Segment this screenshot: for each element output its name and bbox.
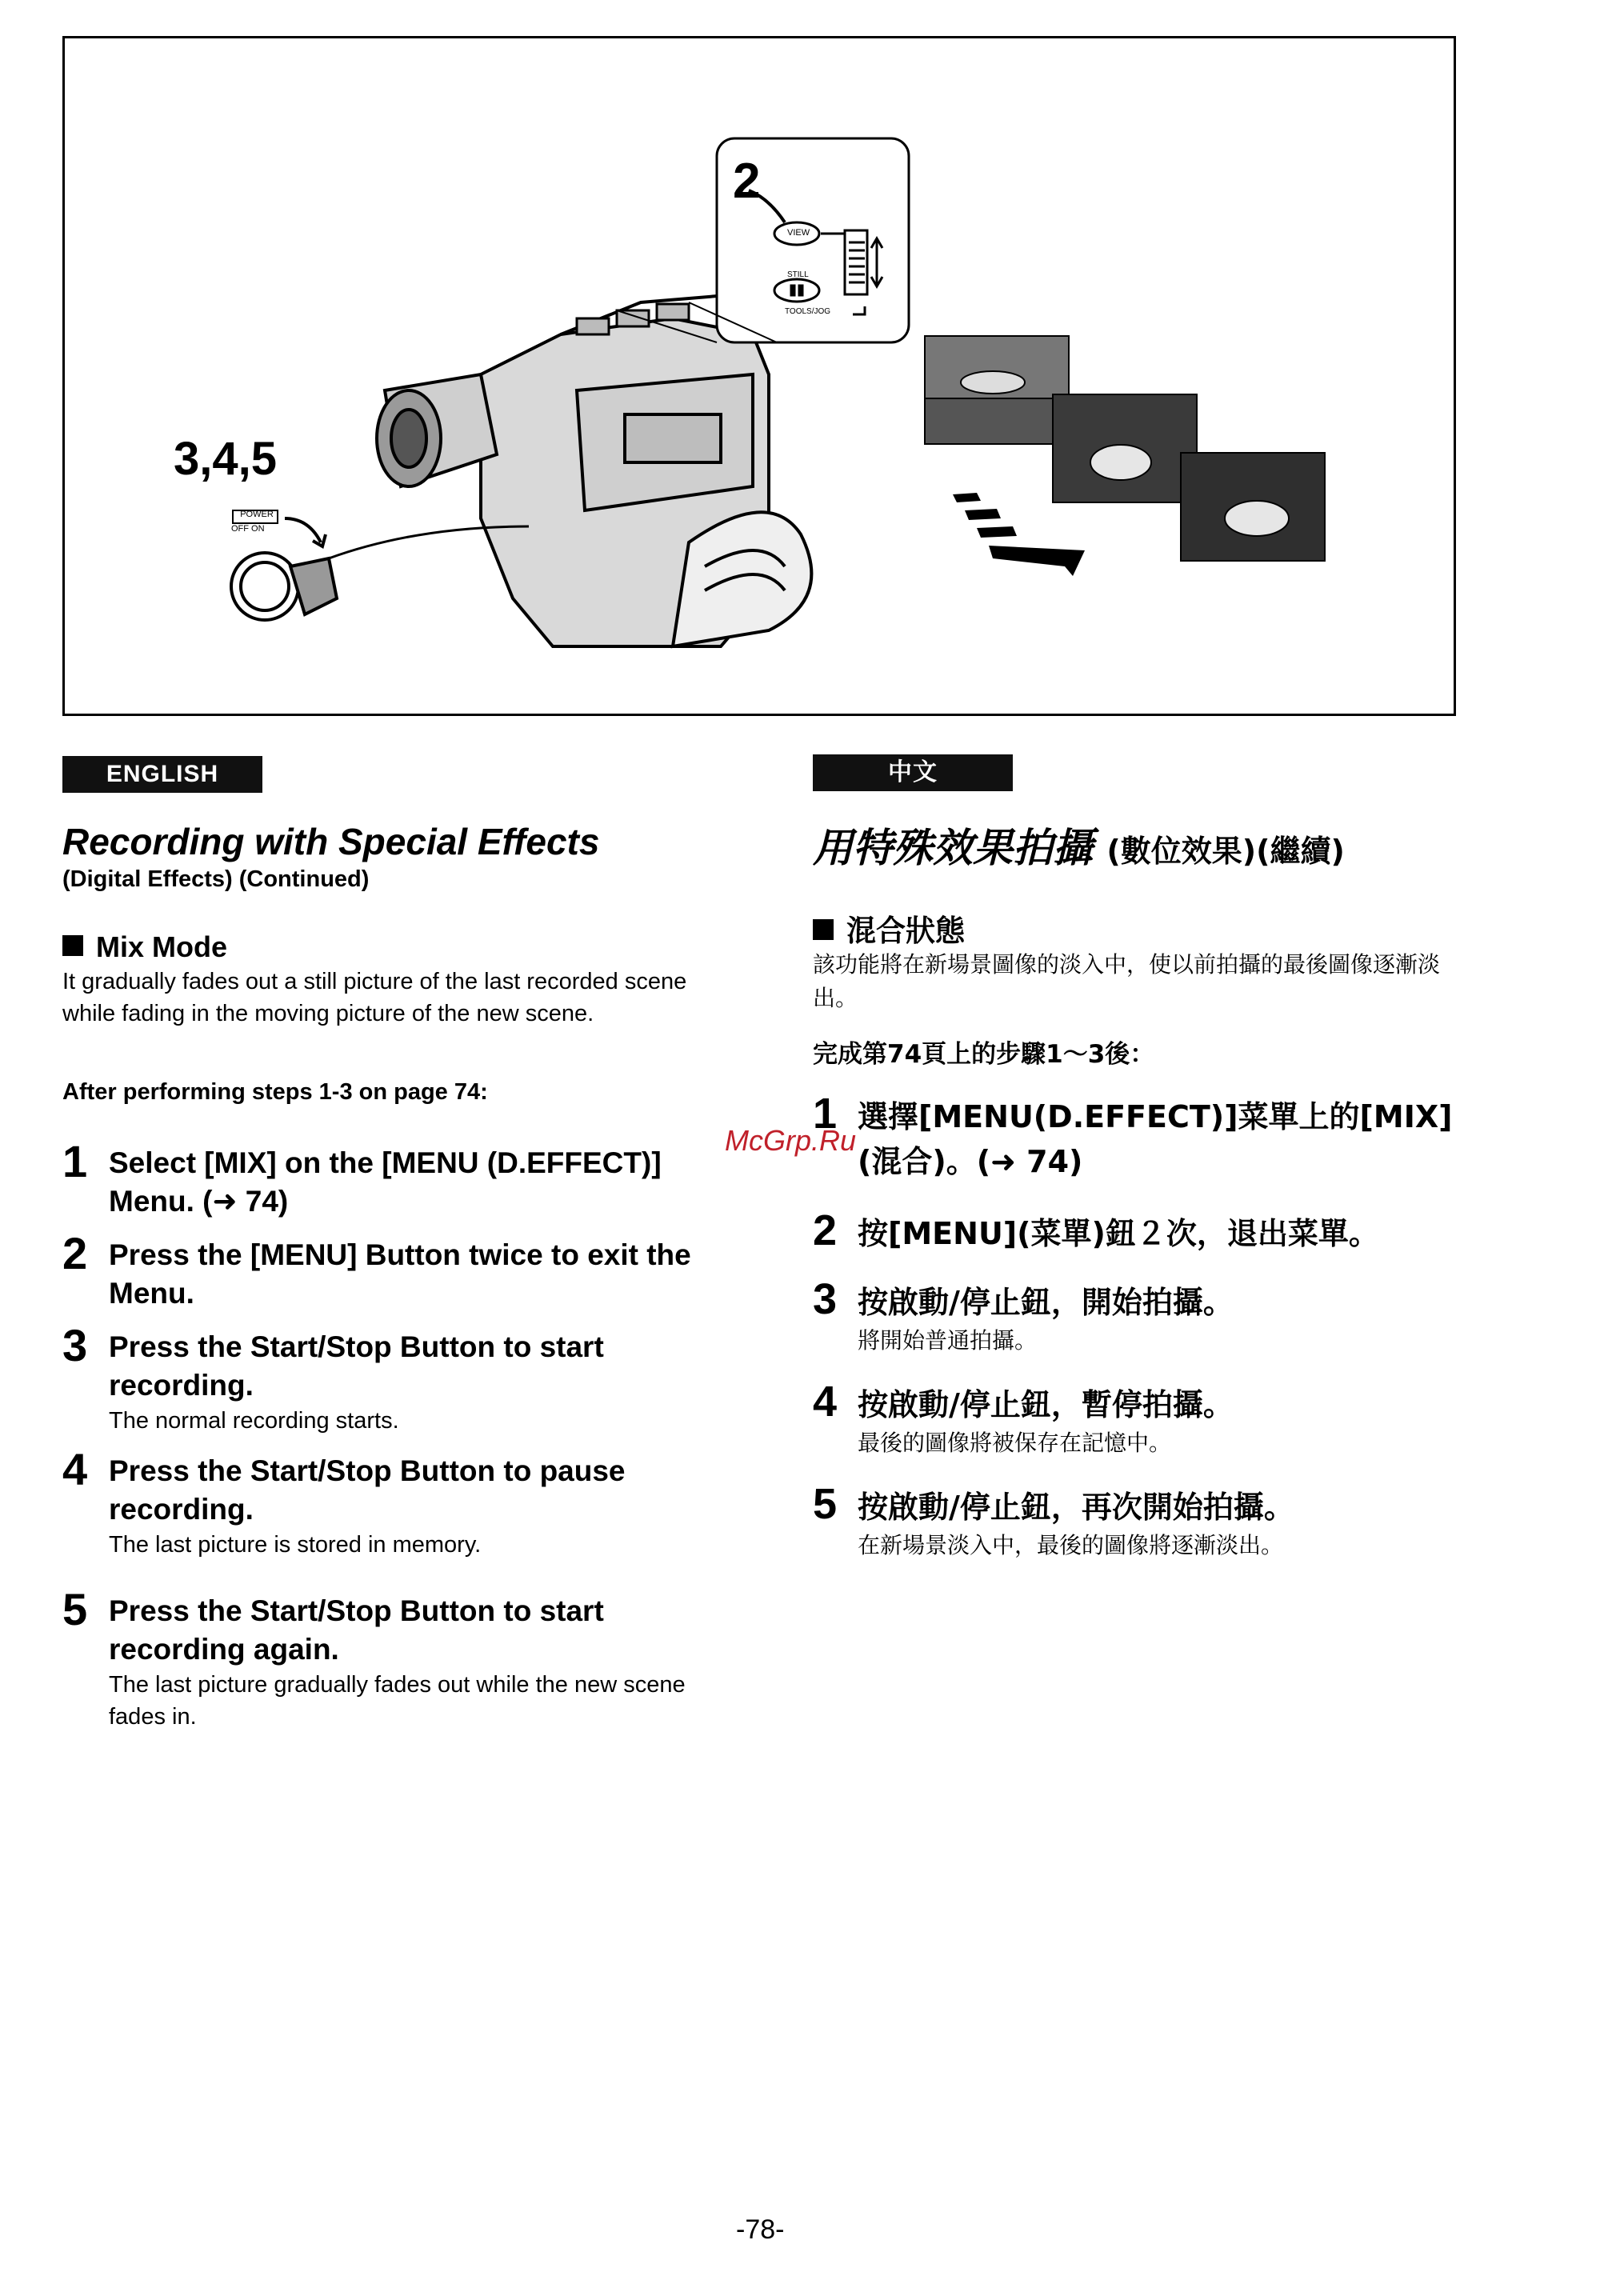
square-bullet-icon (813, 919, 834, 940)
still-label: STILL (787, 270, 809, 279)
english-subtitle: (Digital Effects) (Continued) (62, 866, 370, 892)
chinese-description: 該功能將在新場景圖像的淡入中，使以前拍攝的最後圖像逐漸淡出。 (813, 951, 1441, 1011)
english-step-5 (62, 1584, 718, 1733)
english-title: Recording with Special Effects (62, 821, 600, 862)
chinese-title-suffix: (數位效果)(繼續) (1106, 834, 1345, 869)
english-section-label: Mix Mode (96, 930, 228, 963)
chinese-step-3 (813, 1275, 1477, 1357)
power-label: POWER (240, 510, 274, 519)
step-number: 1 (62, 1136, 88, 1186)
step-number: 3 (62, 1320, 88, 1370)
english-step-4 (62, 1444, 718, 1561)
step-number: 4 (813, 1378, 838, 1426)
tools-jog-label: TOOLS/JOG (785, 307, 831, 316)
step-note: 將開始普通拍攝。 (858, 1327, 1038, 1354)
step-number: 4 (62, 1444, 88, 1494)
chinese-language-tab: 中文 (813, 754, 1013, 791)
power-dial-icon (231, 510, 529, 620)
step-note: 在新場景淡入中，最後的圖像將逐漸淡出。 (858, 1532, 1284, 1558)
scene-image-1 (925, 336, 1069, 444)
step-heading: Press the Start/Stop Button to start recording again. (109, 1594, 604, 1666)
english-step-2 (62, 1228, 718, 1313)
camcorder-illustration (65, 38, 1454, 714)
chinese-title (813, 816, 1345, 874)
step-number: 2 (62, 1228, 88, 1278)
step-heading: 按啟動/停止鈕，暫停拍攝。 (858, 1387, 1234, 1422)
step-number: 5 (813, 1480, 838, 1528)
english-step-1 (62, 1136, 718, 1221)
step-note: The normal recording starts. (109, 1408, 399, 1434)
english-section-heading (62, 930, 227, 964)
step-heading: 選擇[MENU(D.EFFECT)]菜單上的[MIX](混合)。(➜ 74) (858, 1099, 1453, 1179)
step-number: 1 (813, 1090, 838, 1138)
illustration-frame (62, 36, 1456, 716)
chinese-title-main: 用特殊效果拍攝 (813, 825, 1093, 871)
scene-image-3 (1181, 453, 1325, 561)
step-note: The last picture gradually fades out while the new scene fades in. (109, 1672, 686, 1730)
motion-arrow-icon (953, 493, 1085, 576)
step-number: 5 (62, 1584, 88, 1634)
step-number: 3 (813, 1275, 838, 1323)
step-heading: Press the Start/Stop Button to pause recording. (109, 1454, 626, 1526)
step-heading: 按啟動/停止鈕，開始拍攝。 (858, 1285, 1234, 1320)
english-step-3 (62, 1320, 718, 1437)
square-bullet-icon (62, 935, 83, 956)
step-heading: Press the [MENU] Button twice to exit the Menu. (109, 1238, 691, 1310)
chinese-step-2 (813, 1206, 1477, 1256)
off-on-label: OFF ON (231, 524, 265, 534)
chinese-section-heading (813, 906, 965, 950)
step-note: The last picture is stored in memory. (109, 1532, 482, 1558)
step-note: 最後的圖像將被保存在記憶中。 (858, 1430, 1172, 1456)
english-language-tab: ENGLISH (62, 756, 262, 793)
chinese-section-label: 混合狀態 (846, 914, 965, 948)
step-callout-2: 2 (733, 154, 761, 209)
still-button-icon (774, 279, 819, 302)
step-callout-345: 3,4,5 (174, 433, 277, 485)
english-description: It gradually fades out a still picture of the last recorded scene while fading in the moving picture of the new scene. (62, 969, 687, 1026)
step-heading: Select [MIX] on the [MENU (D.EFFECT)] Menu. (➜ 74) (109, 1146, 662, 1218)
viewfinder-icon (377, 374, 497, 486)
english-after-steps: After performing steps 1-3 on page 74: (62, 1079, 488, 1105)
page-number: -78- (736, 2214, 785, 2245)
step-number: 2 (813, 1206, 838, 1254)
camcorder-icon (481, 294, 811, 646)
view-label: VIEW (787, 228, 810, 238)
step-heading: Press the Start/Stop Button to start recording. (109, 1330, 604, 1402)
chinese-after-steps: 完成第74頁上的步驟1～3後： (813, 1040, 1155, 1069)
chinese-step-4 (813, 1378, 1477, 1459)
scene-image-2 (1053, 394, 1197, 502)
chinese-step-1 (813, 1090, 1477, 1184)
step-heading: 按[MENU](菜單)鈕２次，退出菜單。 (858, 1216, 1379, 1251)
chinese-step-5 (813, 1480, 1477, 1562)
watermark-text: McGrp.Ru (725, 1124, 857, 1157)
step-heading: 按啟動/停止鈕，再次開始拍攝。 (858, 1490, 1294, 1525)
